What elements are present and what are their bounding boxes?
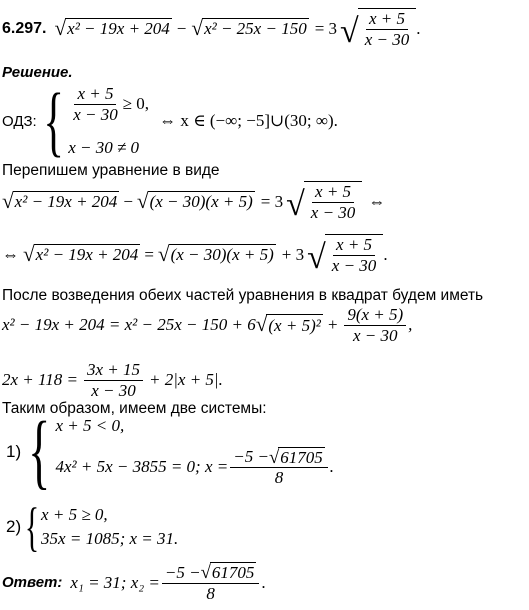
odz-block [2, 77, 338, 164]
answer-values: x₁ = 31; x₂ = [70, 572, 160, 592]
odz-label: ОДЗ: [2, 112, 37, 130]
radical-b2: √ (x − 30)(x + 5) [157, 241, 274, 266]
period: . [416, 18, 421, 38]
equals-three: = 3 [314, 18, 338, 38]
radical-c: √ (x + 5)² [255, 312, 321, 337]
answer-line: Ответ: x₁ = 31; x₂ = −5 − √ 61705 8 . [2, 561, 266, 603]
period: . [383, 244, 388, 264]
system-1-lines [55, 416, 334, 488]
system-2-line-2: 35x = 1085; x = 31. [41, 529, 179, 548]
radical-fraction: √ x + 5 x − 30 [286, 181, 362, 222]
two-systems-text: Таким образом, имеем две системы: [2, 400, 267, 417]
fraction: x + 5 x − 30 [331, 235, 377, 275]
fraction: $\frac{3x + 15}{x - 30}$ [84, 360, 143, 400]
comma: , [408, 315, 413, 335]
odz-fraction: $\frac{x + 5}{x - 30}$ [73, 84, 118, 124]
equals-three: = 3 [260, 191, 284, 211]
system-1-label: 1) [6, 442, 22, 461]
minus-sign: − [176, 18, 187, 38]
equation-c-lhs: x² − 19x + 204 = x² − 25x − 150 + 6 [2, 315, 256, 335]
system-brace: { [28, 405, 51, 498]
odz-result: ⇔ x ∈ (−∞; −5]∪(30; ∞). [159, 111, 338, 130]
equation-d-tail: + 2|x + 5|. [149, 370, 223, 390]
odz-condition-2: x − 30 ≠ 0 [68, 138, 140, 157]
odz-conditions [68, 84, 149, 158]
equation-b [2, 234, 388, 275]
radical-fraction: √ x + 5 x − 30 [307, 234, 383, 275]
system-1-line-1: x + 5 < 0, [55, 416, 125, 435]
equation-c [2, 305, 412, 345]
radical-a2: √ (x − 30)(x + 5) [136, 188, 253, 213]
equals-sign: = [144, 244, 154, 264]
system-brace: { [24, 497, 40, 557]
equation-d [2, 360, 223, 400]
radical-1: √ x² − 19x + 204 [54, 15, 170, 40]
equation-a [2, 181, 385, 222]
minus-sign: − [123, 191, 133, 211]
system-2-label: 2) [6, 517, 22, 536]
equation-d-lhs: 2x + 118 = [2, 370, 78, 390]
fraction: −5 − √ 61705 8 [230, 447, 327, 488]
equivalence-arrow: ⇔ [2, 244, 19, 264]
fraction: x + 5 x − 30 [364, 9, 410, 49]
plus-sign: + [326, 315, 339, 335]
radical-a1: √ x² − 19x + 204 [2, 188, 118, 213]
problem-equation [2, 8, 421, 49]
radical-2: √ x² − 25x − 150 [191, 15, 307, 40]
radical-fraction: √ x + 5 x − 30 [340, 8, 416, 49]
fraction: −5 − √ 61705 8 [162, 562, 259, 603]
system-2-line-1: x + 5 ≥ 0, [41, 505, 108, 524]
fraction: x + 5 x − 30 [310, 182, 356, 222]
radical-b1: √ x² − 19x + 204 [23, 241, 139, 266]
system-2-lines [41, 505, 178, 549]
square-text: После возведения обеих частей уравнения в квадрат будем иметь [2, 287, 484, 304]
equivalence-arrow: ⇔ [368, 191, 386, 211]
system-brace: { [43, 77, 64, 164]
plus-three: + 3 [281, 244, 305, 264]
system-2 [6, 497, 179, 557]
answer-label: Ответ: [2, 574, 63, 592]
rewrite-text: Перепишем уравнение в виде [2, 162, 220, 179]
problem-number: 6.297. [2, 19, 47, 37]
system-1-line-2: 4x² + 5x − 3855 = 0; x = −5 − √ 61705 8 . [55, 446, 334, 488]
solution-label: Решение. [2, 64, 73, 81]
fraction: $\frac{9(x + 5)}{x - 30}$ [344, 305, 406, 345]
odz-condition-1: $\frac{x + 5}{x - 30}$ ≥ 0, [68, 84, 149, 124]
